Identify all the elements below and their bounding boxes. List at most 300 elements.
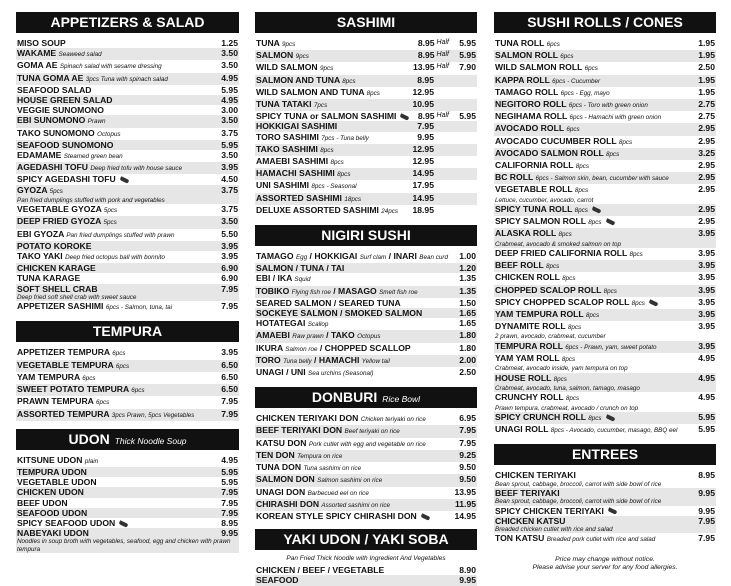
item-name: VEGETABLE GYOZA (17, 204, 102, 215)
item-name-group (17, 487, 221, 497)
menu-item (255, 330, 477, 342)
item-description: Bean curd (419, 254, 448, 262)
item-description: 6pcs (546, 41, 560, 48)
menu-item (255, 487, 477, 499)
item-name: TON KATSU (495, 533, 545, 544)
chili-pepper-icon (605, 218, 615, 225)
section-header: APPETIZERS & SALAD (16, 12, 239, 33)
item-note: 2 prawn, avocado, crabmeat, cucumber (495, 333, 606, 341)
item-name: NABEYAKI UDON (17, 528, 89, 539)
item-name: WILD SALMON AND TUNA (256, 86, 365, 97)
item-name-group (17, 396, 221, 408)
item-name-group (256, 425, 459, 437)
item-name-group (495, 392, 698, 404)
section-header: UDON Thick Noodle Soup (16, 429, 239, 450)
item-description: 8pcs (366, 89, 380, 97)
item-name-group (256, 205, 412, 217)
item-description: 8pcs (342, 77, 356, 85)
item-description: 6pcs (95, 399, 110, 407)
item-description: 6pcs - Hamachi with green onion (569, 114, 662, 122)
item-name: TUNA DON (256, 462, 302, 473)
item-price: 8.95 (221, 517, 238, 528)
menu-item (494, 309, 716, 321)
item-description: 5pcs (103, 219, 117, 227)
item-name-group (495, 38, 698, 50)
item-name-group (17, 185, 221, 197)
item-name-group (256, 87, 412, 99)
item-price: 1.95 (698, 74, 715, 85)
item-name: YAM TEMPURA (17, 371, 80, 382)
menu-item (16, 128, 239, 140)
item-name-group (495, 488, 698, 498)
sashimi-section (255, 12, 477, 217)
item-price: 17.95 (412, 180, 434, 191)
menu-item (255, 499, 477, 511)
item-name-group (17, 73, 221, 85)
menu-item (16, 528, 239, 538)
item-price: 3.00 (221, 105, 238, 116)
item-price: 12.95 (412, 143, 434, 154)
item-name: YAM TEMPURA ROLL (495, 309, 584, 320)
item-note: Noodles in soup broth with vegetables, seafood, egg and chicken with prawn tempura (16, 538, 239, 553)
item-description: 3pcs Tuna with spinach salad (85, 75, 168, 83)
menu-item (16, 38, 239, 48)
menu-item (16, 477, 239, 487)
item-price: 8.90 (459, 565, 476, 576)
item-description: 7pcs - Tuna belly (321, 134, 369, 142)
item-name: MISO SOUP (17, 38, 66, 48)
menu-item (255, 438, 477, 450)
item-name: TUNA KARAGE (17, 273, 81, 284)
item-name-group (495, 516, 698, 526)
menu-item (255, 565, 477, 575)
item-price: 10.95 (412, 99, 434, 110)
section-note: Pan Fried Thick Noodle with Ingredient And Vegetables (286, 555, 446, 563)
item-name: SPICY CHICKEN TERIYAKI (495, 505, 604, 516)
item-name: UNAGI DON (256, 486, 306, 497)
item-description: Octopus (357, 333, 381, 341)
item-name-group (495, 470, 698, 480)
menu-item (16, 73, 239, 85)
item-note: Pan fried dumplings stuffed with pork and vegetables (16, 197, 239, 204)
item-description: Egg (295, 254, 308, 262)
half-label: Half (436, 51, 449, 59)
item-name: HAMACHI SASHIMI (256, 168, 335, 179)
item-price: 7.95 (459, 437, 476, 448)
menu-item (494, 470, 716, 480)
item-name-group (495, 309, 698, 321)
item-description: 6pcs - Egg, mayo (560, 89, 610, 97)
item-price: 2.95 (698, 184, 715, 195)
item-price: 14.95 (412, 192, 434, 203)
menu-item (255, 298, 477, 308)
item-name: PRAWN TEMPURA (17, 396, 94, 407)
item-description: Smelt fish roe (379, 288, 418, 296)
item-name: BC ROLL (495, 172, 534, 183)
item-name-group (256, 75, 417, 87)
item-name-group (17, 498, 221, 508)
item-name: BEEF TERIYAKI (495, 487, 560, 498)
section-header: DONBURI Rice Bowl (255, 387, 477, 408)
item-name-group (495, 160, 698, 172)
menu-item (16, 241, 239, 251)
section-header: YAKI UDON / YAKI SOBA (255, 529, 477, 550)
item-note: Bean sprout, cabbage, broccoli, carrot with side bowl of rice (495, 480, 662, 488)
item-name-group (17, 360, 221, 372)
item-name: TAKO YAKI (17, 251, 63, 262)
menu-item (16, 467, 239, 477)
yaki-udon-section (255, 529, 477, 585)
item-price: 14.95 (454, 510, 476, 521)
section-header: SUSHI ROLLS / CONES (494, 12, 716, 33)
item-price: 7.95 (221, 487, 238, 498)
item-name: SEARED SALMON / SEARED TUNA (256, 297, 401, 308)
item-price: 4.95 (221, 72, 238, 83)
chili-pepper-icon (648, 299, 658, 306)
item-price: 3.50 (221, 48, 238, 59)
item-price: 9.95 (698, 487, 715, 498)
item-name-group (495, 99, 698, 111)
item-price: 1.65 (459, 318, 476, 329)
item-name-group (17, 128, 221, 140)
column-right (494, 12, 716, 572)
item-description: 6pcs (560, 53, 574, 61)
item-name-group (495, 272, 698, 284)
item-name-group: TAMAGO Egg / HOKKIGAI Surf clam / INARI Bean curd (256, 251, 448, 262)
item-description: Barbecued eel on rice (307, 489, 369, 497)
item-description: 6pcs (584, 65, 598, 73)
item-name: HAMACHI (318, 354, 360, 365)
item-name-group (256, 298, 459, 308)
item-name: TAMAGO (256, 251, 294, 262)
item-description: 8pcs (565, 395, 580, 403)
item-name: SPICY CRUNCH ROLL (495, 411, 586, 422)
item-name-group: TOBIKO Flying fish roe / MASAGO Smelt fish roe (256, 285, 418, 296)
item-price: 5.95 (698, 411, 715, 422)
menu-item (494, 160, 716, 172)
item-name-group (495, 204, 698, 216)
item-price: 18.95 (412, 204, 434, 215)
item-name: TUNA ROLL (495, 38, 545, 48)
menu-item (494, 506, 716, 516)
item-name: MASAGO (338, 285, 377, 296)
menu-item (255, 575, 477, 585)
item-name-group (256, 121, 417, 131)
item-name: HOKKIGAI (314, 251, 358, 262)
item-description: Pan fried dumplings stuffed with prawn (66, 231, 175, 239)
item-name-group (256, 263, 459, 273)
item-description: 6pcs (115, 362, 130, 370)
item-note: Lettuce, cucumber, avocado, carrot (495, 196, 594, 204)
item-price: 1.25 (221, 38, 238, 48)
item-description: 3pcs Prawn, 5pcs Vegetables (111, 411, 195, 419)
item-description: 6pcs - Toro with green onion (568, 102, 648, 110)
item-name-group (495, 172, 698, 184)
item-price: 6.50 (221, 359, 238, 370)
item-name: TAKO (330, 330, 355, 341)
item-name-group (495, 123, 698, 135)
item-description: Chicken teriyaki on rice (360, 416, 426, 424)
item-name-group (17, 174, 221, 184)
item-price: 7.95 (221, 283, 238, 294)
menu-item (16, 185, 239, 197)
menu-item (16, 273, 239, 283)
item-note: Breaded chicken cutlet with rice and salad (494, 526, 716, 533)
item-price: 2.95 (698, 135, 715, 146)
item-description: 6pcs - Cucumber (552, 77, 601, 85)
item-price: 7.95 (459, 425, 476, 436)
half-label: Half (436, 63, 449, 71)
allergy-notice: Please advise your server for any food allergies. (532, 563, 678, 571)
menu-item (494, 516, 716, 526)
menu-item (16, 85, 239, 95)
item-price: 2.95 (698, 204, 715, 215)
item-description: Breaded pork cutlet with rice and salad (546, 536, 656, 544)
item-name: SEAFOOD (256, 575, 299, 586)
item-description: Squid (294, 276, 311, 284)
chili-pepper-icon (605, 414, 615, 421)
item-description: Tempura on rice (297, 452, 343, 460)
column-left (16, 12, 239, 553)
item-name: VEGETABLE UDON (17, 477, 97, 488)
item-name: SPICY TUNA or SALMON SASHIMI (256, 111, 397, 122)
item-name: AVOCADO SALMON ROLL (495, 147, 604, 158)
menu-item (494, 111, 716, 123)
item-description: 8pcs - Avocado, cucumber, masago, BBQ eel (550, 427, 678, 435)
item-price: 4.95 (698, 372, 715, 383)
item-price: 3.50 (221, 60, 238, 71)
item-name: BEEF TERIYAKI DON (256, 425, 343, 436)
item-name-group (495, 297, 698, 309)
menu-item (494, 204, 716, 216)
item-name: CHICKEN TERIYAKI DON (256, 413, 359, 424)
item-name-group (17, 150, 221, 162)
item-name-group (495, 136, 698, 148)
item-name-group (17, 347, 221, 359)
item-description: 9pcs (281, 41, 296, 48)
item-description: 7pcs (313, 102, 328, 110)
menu-item (16, 455, 239, 467)
item-name: EDAMAME (17, 150, 62, 161)
menu-item (16, 115, 239, 127)
item-name-group (17, 508, 221, 518)
menu-item (16, 174, 239, 184)
item-description: Pork cutlet with egg and vegetable on rice (308, 440, 426, 448)
item-name-group (256, 308, 459, 318)
item-name: EBI SUNOMONO (17, 115, 86, 126)
item-price: 4.95 (221, 95, 238, 106)
item-description: 8pcs (337, 171, 351, 179)
item-half-price: 5.95 (459, 38, 476, 48)
item-name: HOUSE ROLL (495, 372, 552, 383)
item-name-group (17, 409, 221, 421)
entrees-section (494, 444, 716, 571)
item-name: AGEDASHI TOFU (17, 162, 88, 173)
item-name-group (17, 518, 221, 528)
item-description: 8pcs (574, 187, 589, 195)
menu-footer (494, 556, 716, 572)
item-price: 3.50 (221, 216, 238, 227)
menu-item (255, 251, 477, 263)
item-name: GOMA AE (17, 60, 58, 71)
menu-item (16, 347, 239, 359)
item-name-group (256, 499, 455, 511)
item-name-group (17, 263, 221, 273)
menu-item (255, 156, 477, 168)
item-name: TEMPURA ROLL (495, 340, 563, 351)
item-name-group: IKURA Salmon roe / CHOPPED SCALLOP (256, 342, 411, 353)
item-description: 8pcs (567, 324, 582, 332)
item-price: 1.65 (459, 308, 476, 319)
item-description: Deep fried octopus ball with bonnito (65, 254, 165, 262)
item-name: DEEP FRIED GYOZA (17, 216, 102, 227)
item-description: 8pcs (330, 159, 344, 167)
item-description: Tuna belly (283, 357, 312, 365)
item-name-group (17, 95, 221, 105)
menu-item (16, 384, 239, 396)
item-name: SPICY CHOPPED SCALOP ROLL (495, 296, 630, 307)
item-description: Salmon sashimi on rice (317, 477, 383, 485)
item-description: Salmon roe (285, 345, 318, 353)
item-description: Scallop (307, 321, 329, 329)
item-name: TORO SASHIMI (256, 131, 319, 142)
item-price: 3.95 (221, 240, 238, 251)
menu-item (255, 450, 477, 462)
menu-item (16, 487, 239, 497)
item-description: 8pcs (562, 275, 576, 283)
item-name: SPICY SEAFOOD UDON (17, 517, 116, 528)
item-name-group (495, 62, 698, 74)
menu-item (494, 341, 716, 353)
item-description: 5pcs (49, 187, 63, 195)
item-name-group (495, 260, 698, 272)
menu-item (255, 318, 477, 330)
menu-item (255, 50, 477, 62)
item-name-group (17, 467, 221, 477)
section-subtitle: Thick Noodle Soup (114, 435, 187, 446)
menu-item (255, 343, 477, 355)
item-price: 3.75 (221, 204, 238, 215)
item-name: SEAFOOD UDON (17, 507, 88, 518)
item-name: TAKO SASHIMI (256, 143, 318, 154)
menu-item (494, 353, 716, 365)
item-name-group (256, 180, 412, 192)
menu-item (494, 50, 716, 62)
menu-item (16, 251, 239, 263)
item-name-group (256, 565, 459, 575)
menu-item (255, 193, 477, 205)
menu-item (16, 498, 239, 508)
section-subtitle: Rice Bowl (382, 394, 421, 405)
section-header: ENTREES (494, 444, 716, 465)
item-name: DYNAMITE ROLL (495, 321, 566, 332)
item-name-group (495, 248, 698, 260)
item-name: AVOCADO ROLL (495, 123, 564, 134)
item-name: CHOPPED SCALOP ROLL (495, 284, 602, 295)
item-description: 8pcs (588, 414, 602, 422)
menu-item (16, 150, 239, 162)
item-description: 6pcs - Salmon, tuna, tai (105, 304, 172, 312)
item-description: Steamed green bean (63, 153, 123, 161)
item-price: 3.95 (221, 347, 238, 358)
item-name: ASSORTED TEMPURA (17, 408, 110, 419)
price-notice: Price may change without notice. (555, 555, 655, 563)
menu-item (494, 321, 716, 333)
menu-item (16, 95, 239, 105)
item-name-group (256, 487, 454, 499)
menu-item (16, 396, 239, 408)
item-name-group (256, 511, 454, 521)
menu-item (16, 48, 239, 60)
item-description: 6pcs (112, 350, 126, 358)
item-description: Octopus (97, 130, 121, 138)
item-name: KITSUNE UDON (17, 454, 83, 465)
item-price: 3.95 (698, 321, 715, 332)
item-name: BEEF UDON (17, 497, 68, 508)
menu-item (16, 162, 239, 174)
chili-pepper-icon (119, 520, 129, 527)
item-name-group (17, 273, 221, 283)
menu-item (255, 121, 477, 131)
item-price: 3.95 (698, 260, 715, 271)
menu-item (16, 204, 239, 216)
menu-item (494, 123, 716, 135)
item-name: TEMPURA UDON (17, 466, 87, 477)
menu-item (494, 136, 716, 148)
item-name-group (17, 85, 221, 95)
menu-item (494, 216, 716, 228)
menu-item (494, 412, 716, 424)
item-name-group (256, 38, 418, 50)
item-description: Assorted sashimi on rice (321, 501, 391, 509)
item-name: TEN DON (256, 449, 295, 460)
item-price: 12.95 (412, 86, 434, 97)
item-price: 4.95 (221, 454, 238, 465)
item-price: 7.95 (417, 121, 434, 132)
item-note: Prawn tempura, crabmeat, avocado / crunch on top (495, 404, 639, 412)
item-name: SOFT SHELL CRAB (17, 283, 98, 294)
menu-item (494, 99, 716, 111)
item-description: 8pcs (558, 231, 572, 239)
item-name-group (17, 204, 221, 216)
item-price: 3.95 (698, 309, 715, 320)
item-price: 9.25 (459, 449, 476, 460)
item-description: Yellow tail (361, 357, 390, 365)
menu-item (494, 297, 716, 309)
item-description: Prawn (87, 118, 106, 126)
item-name: TORO (256, 354, 281, 365)
item-price: 2.75 (698, 99, 715, 110)
menu-item (255, 286, 477, 298)
item-description: 9pcs (319, 65, 334, 73)
item-name: EBI / IKA (256, 273, 292, 284)
item-name-group (495, 228, 698, 240)
item-name: SALMON / TUNA / TAI (256, 263, 345, 274)
item-description: Deep fried tofu with house sauce (90, 165, 183, 173)
menu-item (255, 62, 477, 74)
item-price: 1.35 (459, 273, 476, 284)
item-price: 8.95 (417, 74, 434, 85)
item-price: 1.80 (459, 330, 476, 341)
item-name-group (256, 462, 459, 474)
item-description: plain (84, 457, 99, 465)
item-price: 9.50 (459, 462, 476, 473)
item-name: HOTATEGAI (256, 318, 306, 329)
item-description: 5pcs (103, 207, 118, 215)
item-price: 1.50 (459, 297, 476, 308)
item-description: 8pcs (574, 207, 588, 215)
item-half-price: 5.95 (459, 111, 476, 122)
